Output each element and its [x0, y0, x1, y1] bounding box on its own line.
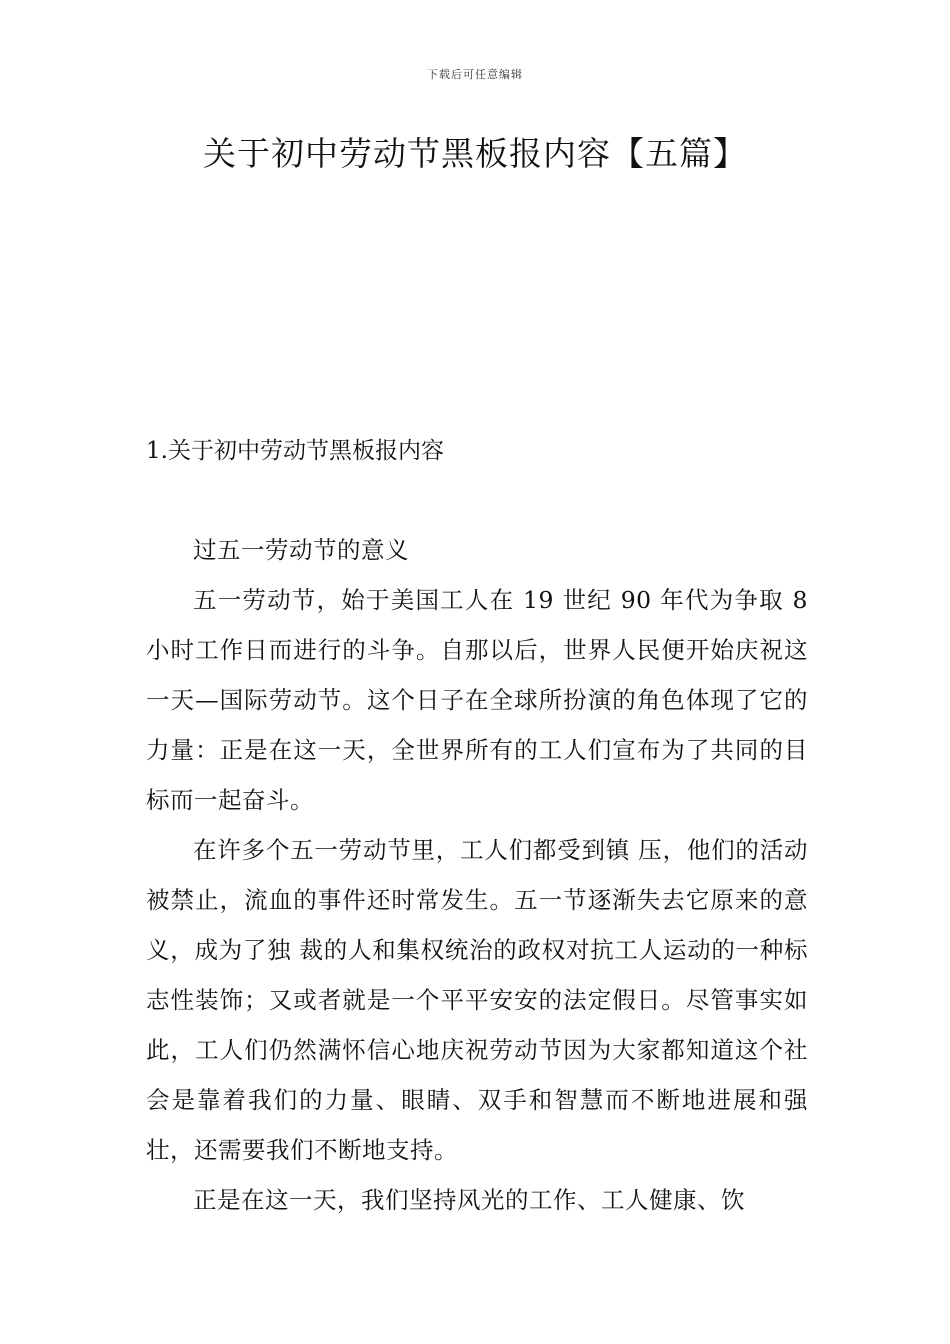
- header-note: 下载后可任意编辑: [427, 68, 523, 81]
- section-heading: 1.关于初中劳动节黑板报内容: [146, 438, 444, 464]
- paragraph: 五一劳动节，始于美国工人在 19 世纪 90 年代为争取 8 小时工作日而进行的斗争。自那以后，世界人民便开始庆祝这一天—国际劳动节。这个日子在全球所扮演的角色体现了它的力量：正是在这一天，全世界所有的工人们宣布为了共同的目标而一起奋斗。: [146, 586, 808, 814]
- paragraph-subheading: 过五一劳动节的意义: [193, 536, 409, 564]
- paragraph: 正是在这一天，我们坚持风光的工作、工人健康、饮: [193, 1186, 745, 1214]
- document-title: 关于初中劳动节黑板报内容【五篇】: [203, 134, 747, 173]
- paragraph: 在许多个五一劳动节里，工人们都受到镇 压，他们的活动被禁止，流血的事件还时常发生。五一节逐渐失去它原来的意义，成为了独 裁的人和集权统治的政权对抗工人运动的一种标志性装饰；又或者就是一个平平安安的法定假日。尽管事实如此，工人们仍然满怀信心地庆祝劳动节因为大家都知道这个社会是靠着我们的力量、眼睛、双手和智慧而不断地进展和强壮，还需要我们不断地支持。: [146, 836, 808, 1164]
- body-text: [146, 525, 808, 1225]
